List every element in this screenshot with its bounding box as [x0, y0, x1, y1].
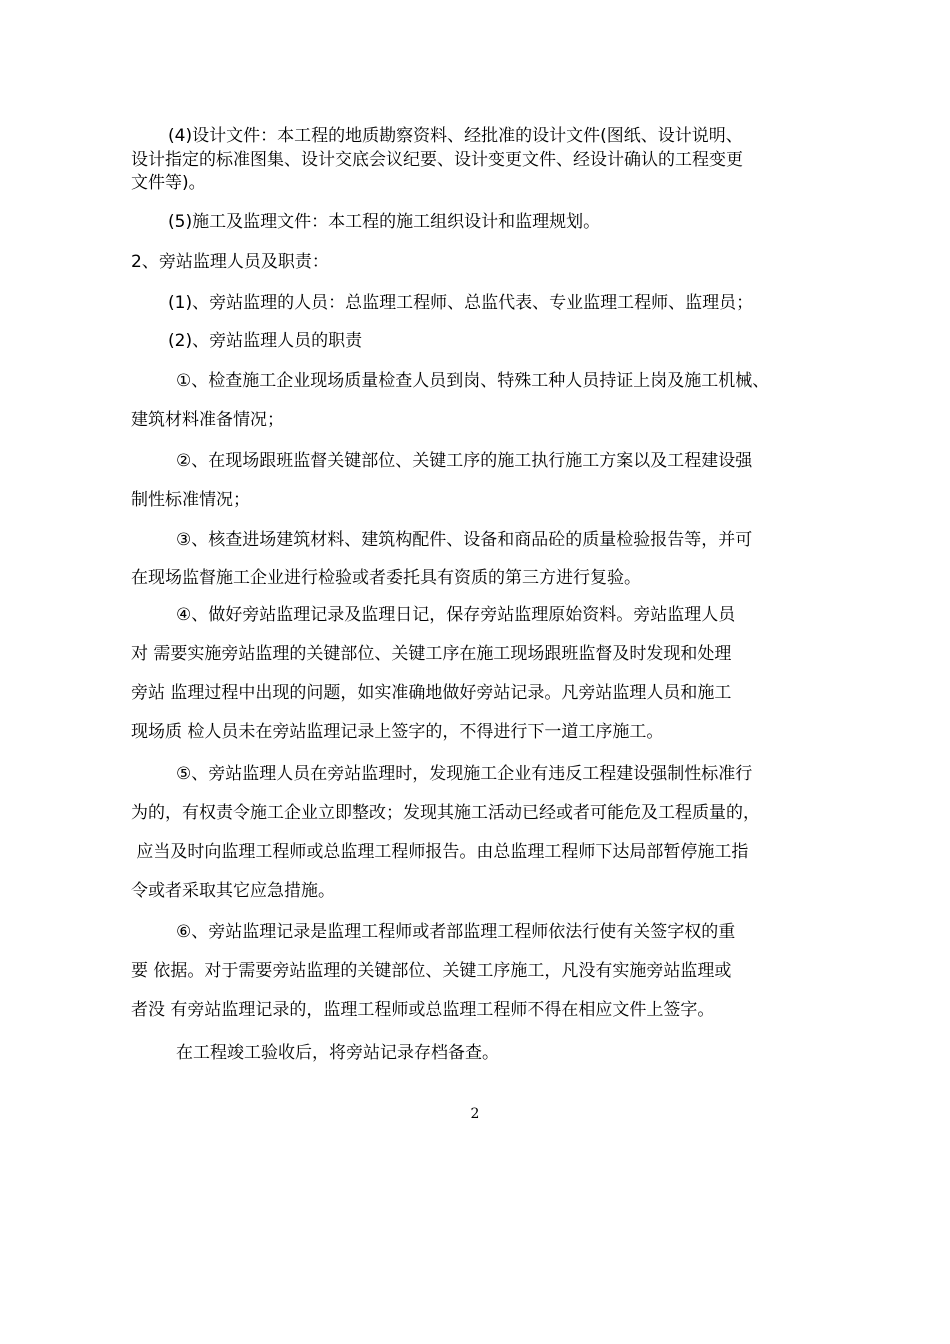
- paragraph-line: ⑥、旁站监理记录是监理工程师或者部监理工程师依法行使有关签字权的重: [176, 922, 736, 942]
- paragraph-line: 要 依据。对于需要旁站监理的关键部位、关键工序施工，凡没有实施旁站监理或: [131, 961, 732, 981]
- paragraph-line: (1)、旁站监理的人员：总监理工程师、总监代表、专业监理工程师、监理员；: [168, 293, 754, 313]
- paragraph-line: 建筑材料准备情况；: [131, 410, 284, 430]
- paragraph-line: 设计指定的标准图集、设计交底会议纪要、设计变更文件、经设计确认的工程变更: [131, 150, 743, 170]
- paragraph-line: ①、检查施工企业现场质量检查人员到岗、特殊工种人员持证上岗及施工机械、: [176, 371, 770, 391]
- paragraph-line: ⑤、旁站监理人员在旁站监理时，发现施工企业有违反工程建设强制性标准行: [176, 764, 753, 784]
- paragraph-line: 在工程竣工验收后，将旁站记录存档备查。: [176, 1043, 499, 1063]
- paragraph-line: 为的，有权责令施工企业立即整改；发现其施工活动已经或者可能危及工程质量的，: [131, 803, 760, 823]
- paragraph-line: (2)、旁站监理人员的职责: [168, 331, 363, 351]
- paragraph-line: ④、做好旁站监理记录及监理日记，保存旁站监理原始资料。旁站监理人员: [176, 605, 736, 625]
- paragraph-line: 令或者采取其它应急措施。: [131, 881, 335, 901]
- paragraph-line: (5)施工及监理文件：本工程的施工组织设计和监理规划。: [168, 212, 601, 232]
- paragraph-line: 者没 有旁站监理记录的，监理工程师或总监理工程师不得在相应文件上签字。: [131, 1000, 715, 1020]
- paragraph-line: ②、在现场跟班监督关键部位、关键工序的施工执行施工方案以及工程建设强: [176, 451, 753, 471]
- paragraph-line: ③、核查进场建筑材料、建筑构配件、设备和商品砼的质量检验报告等，并可: [176, 530, 753, 550]
- paragraph-line: 现场质 检人员未在旁站监理记录上签字的，不得进行下一道工序施工。: [131, 722, 664, 742]
- paragraph-line: 在现场监督施工企业进行检验或者委托具有资质的第三方进行复验。: [131, 568, 641, 588]
- paragraph-line: 旁站 监理过程中出现的问题，如实准确地做好旁站记录。凡旁站监理人员和施工: [131, 683, 732, 703]
- paragraph-line: (4)设计文件：本工程的地质勘察资料、经批准的设计文件(图纸、设计说明、: [168, 126, 743, 146]
- paragraph-line: 对 需要实施旁站监理的关键部位、关键工序在施工现场跟班监督及时发现和处理: [131, 644, 732, 664]
- section-heading: 2、旁站监理人员及职责：: [131, 252, 329, 272]
- paragraph-line: 应当及时向监理工程师或总监理工程师报告。由总监理工程师下达局部暂停施工指: [131, 842, 749, 862]
- page-number: 2: [470, 1106, 480, 1122]
- paragraph-line: 制性标准情况；: [131, 490, 250, 510]
- paragraph-line: 文件等)。: [131, 173, 206, 193]
